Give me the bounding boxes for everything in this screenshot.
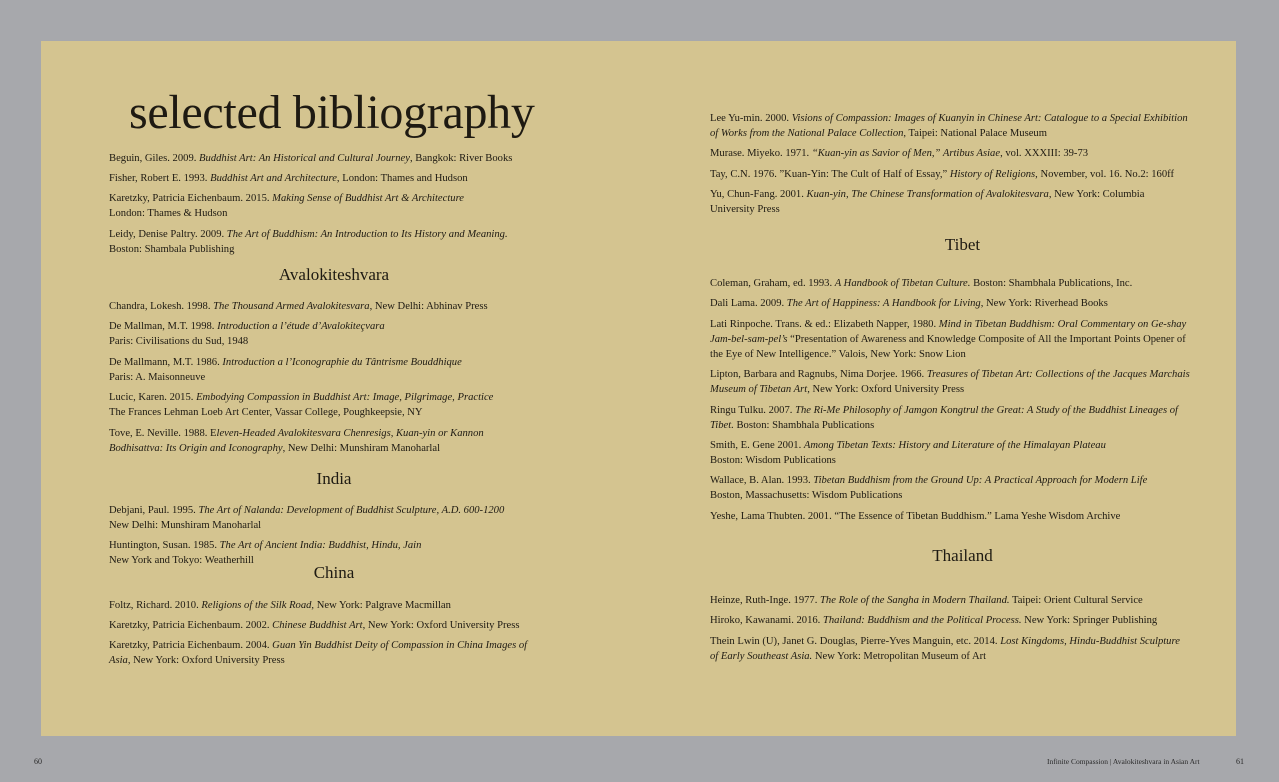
- section-heading-tibet: Tibet: [944, 235, 981, 254]
- bib-entry: Tove, E. Neville. 1988. Eleven-Headed Avalokitesvara Chenresigs, Kuan-yin or Kannon Bodhisattva: Its Origin and Iconography, New Delhi: Munshiram Manoharlal: [109, 428, 484, 454]
- bib-entry: Beguin, Giles. 2009. Buddhist Art: An Historical and Cultural Journey, Bangkok: River Books: [109, 153, 513, 164]
- bib-entry: Wallace, B. Alan. 1993. Tibetan Buddhism from the Ground Up: A Practical Approach for Modern Life Boston, Massachusetts: Wisdom Publications: [710, 475, 1148, 501]
- bib-entry: De Mallman, M.T. 1998. Introduction a l’étude d’Avalokiteçvara Paris: Civilisations du Sud, 1948: [109, 321, 385, 347]
- section-heading-thailand: Thailand: [932, 546, 993, 565]
- bib-entry: Foltz, Richard. 2010. Religions of the Silk Road, New York: Palgrave Macmillan: [109, 600, 451, 611]
- bib-entry: Ringu Tulku. 2007. The Ri-Me Philosophy of Jamgon Kongtrul the Great: A Study of the Buddhist Lineages of Tibet. Boston: Shambhala Publications: [710, 405, 1178, 431]
- bib-entry: Leidy, Denise Paltry. 2009. The Art of Buddhism: An Introduction to Its History and Meaning. Boston: Shambala Publishing: [109, 229, 508, 255]
- section-heading-avalokiteshvara: Avalokiteshvara: [278, 265, 390, 284]
- bib-entry: Debjani, Paul. 1995. The Art of Nalanda: Development of Buddhist Sculpture, A.D. 600-1200 New Delhi: Munshiram Manoharlal: [109, 505, 505, 531]
- bib-entry: Heinze, Ruth-Inge. 1977. The Role of the Sangha in Modern Thailand. Taipei: Orient Cultural Service: [710, 595, 1143, 606]
- bib-entry: Karetzky, Patricia Eichenbaum. 2004. Guan Yin Buddhist Deity of Compassion in China Images of Asia, New York: Oxford University Press: [109, 640, 528, 666]
- bib-entry: Chandra, Lokesh. 1998. The Thousand Armed Avalokitesvara, New Delhi: Abhinav Press: [109, 301, 488, 312]
- bib-entry: Karetzky, Patricia Eichenbaum. 2015. Making Sense of Buddhist Art & Architecture London: Thames & Hudson: [109, 193, 465, 219]
- bib-entry: Smith, E. Gene 2001. Among Tibetan Texts: History and Literature of the Himalayan Plateau Boston: Wisdom Publications: [710, 440, 1106, 466]
- bib-entry: Murase. Miyeko. 1971. “Kuan-yin as Savior of Men,” Artibus Asiae, vol. XXXIII: 39-73: [710, 148, 1089, 159]
- section-heading-india: India: [316, 469, 352, 488]
- bib-entry: Hiroko, Kawanami. 2016. Thailand: Buddhism and the Political Process. New York: Springer Publishing: [710, 615, 1158, 626]
- bib-entry: Dali Lama. 2009. The Art of Happiness: A Handbook for Living, New York: Riverhead Books: [710, 298, 1108, 309]
- section-heading-china: China: [313, 563, 355, 582]
- bib-entry: Lee Yu-min. 2000. Visions of Compassion: Images of Kuanyin in Chinese Art: Catalogue to a Special Exhibition of Works from the National Palace Collection, Taipei: National Palace Museum: [710, 113, 1188, 139]
- page-title: selected bibliography: [129, 86, 535, 139]
- running-footer-caption: Infinite Compassion | Avalokiteshvara in Asian Art: [1047, 757, 1200, 766]
- bib-entry: Huntington, Susan. 1985. The Art of Ancient India: Buddhist, Hindu, Jain New York and Tokyo: Weatherhill: [109, 540, 422, 566]
- left-page-number: 60: [34, 757, 42, 766]
- bib-entry: Tay, C.N. 1976. ”Kuan-Yin: The Cult of Half of Essay,” History of Religions, November, vol. 16. No.2: 160ff: [710, 169, 1175, 180]
- right-page-number: 61: [1236, 757, 1244, 766]
- bib-entry: Fisher, Robert E. 1993. Buddhist Art and Architecture, London: Thames and Hudson: [109, 173, 468, 184]
- bib-entry: Coleman, Graham, ed. 1993. A Handbook of Tibetan Culture. Boston: Shambhala Publications, Inc.: [710, 278, 1133, 289]
- bib-entry: Thein Lwin (U), Janet G. Douglas, Pierre-Yves Manguin, etc. 2014. Lost Kingdoms, Hindu-Buddhist Sculpture of Early Southeast Asia. New York: Metropolitan Museum of Art: [710, 636, 1180, 662]
- bib-entry: Lipton, Barbara and Ragnubs, Nima Dorjee. 1966. Treasures of Tibetan Art: Collections of the Jacques Marchais Museum of Tibetan Art, New York: Oxford University Press: [710, 369, 1190, 395]
- book-spread: [41, 41, 1236, 736]
- bib-entry: Lati Rinpoche. Trans. & ed.: Elizabeth Napper, 1980. Mind in Tibetan Buddhism: Oral Commentary on Ge-shay Jam-bel-sam-pel’s “Presentation of Awareness and Knowledge Composite of All the Important Points Opener of the Eye of New Intelligence.” Valois, New York: Snow Lion: [710, 319, 1187, 360]
- bib-entry: Yu, Chun-Fang. 2001. Kuan-yin, The Chinese Transformation of Avalokitesvara, New York: Columbia University Press: [710, 189, 1145, 215]
- bib-entry: Karetzky, Patricia Eichenbaum. 2002. Chinese Buddhist Art, New York: Oxford University Press: [109, 620, 520, 631]
- bib-entry: Yeshe, Lama Thubten. 2001. “The Essence of Tibetan Buddhism.” Lama Yeshe Wisdom Archive: [710, 511, 1121, 522]
- bib-entry: De Mallmann, M.T. 1986. Introduction a l’Iconographie du Tântrisme Bouddhique Paris: A. Maisonneuve: [109, 357, 462, 383]
- bib-entry: Lucic, Karen. 2015. Embodying Compassion in Buddhist Art: Image, Pilgrimage, Practice The Frances Lehman Loeb Art Center, Vassar College, Poughkeepsie, NY: [109, 392, 494, 418]
